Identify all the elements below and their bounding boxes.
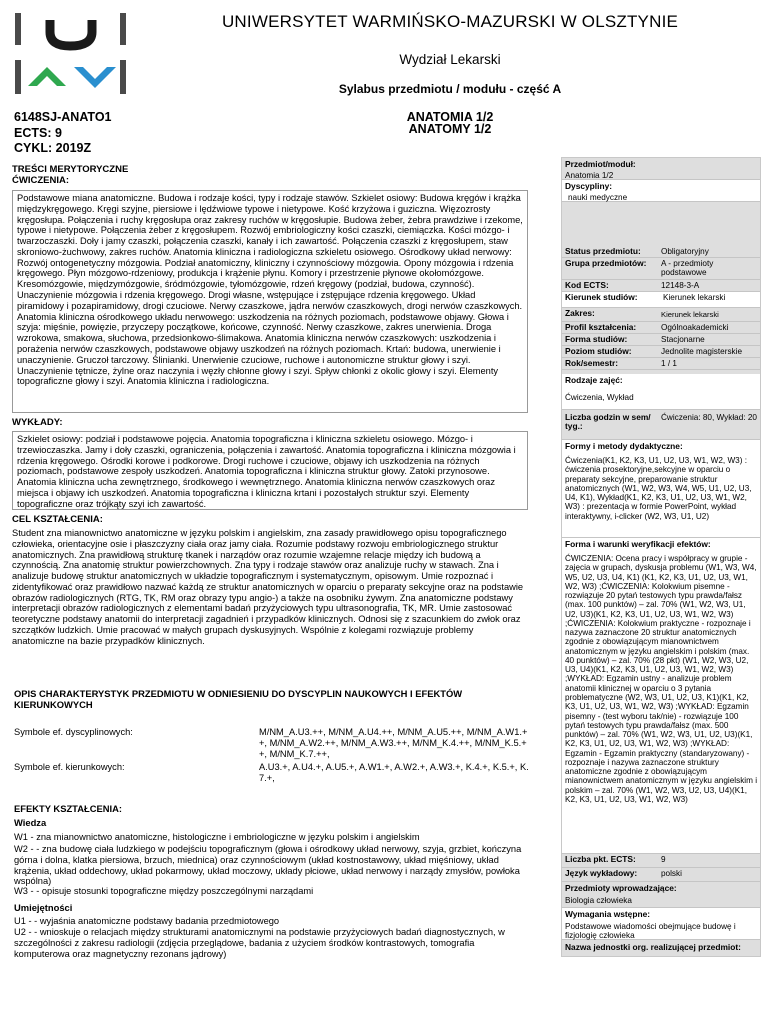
unit-label: Nazwa jednostki org. realizującej przedmiot: [565,942,741,952]
language-label: Język wykładowy: [565,868,638,878]
unit-block [562,940,760,956]
prereq-value: Podstawowe wiadomości obejmujące budowę i fizjologię człowieka [565,922,736,941]
opis-heading: OPIS CHARAKTERYSTYK PRZEDMIOTU W ODNIESIENIU DO DYSCYPLIN NAUKOWYCH I EFEKTÓW KIERUNKOWYCH [14,688,463,711]
hours-value: Ćwiczenia: 80, Wykład: 20 [661,413,757,422]
disciplines-block [562,180,760,202]
course-ects: ECTS: 9 [14,126,62,140]
profile-value: Ogólnoakademicki [661,323,729,332]
effect-w2: W2 - - zna budowę ciała ludzkiego w podejściu topograficznym (głowa i ośrodkowy układ nerwowy, szyja, grzbiet, kończyna górna i dolna, klatka piersiowa, brzuch, miednica) oraz czynnościowym (układ kostnostawowy, układ mięśniowy, układ krążenia, układ oddechowy, układ pokarmowy, układ moczowy, układy płciowe, układ nerwowy i narządy zmysłów, powłoka wspólna) [14,844,522,887]
level-label: Poziom studiów: [565,346,632,356]
exercises-text: Podstawowe miana anatomiczne. Budowa i rodzaje kości, typy i rodzaje stawów. Szkielet osiowy: Budowa kręgów i krążka międzykręgowego. Kręgi szyjne, piersiowe i lędźwiowe typowe i nietypowe. Kość krzyżowa i guziczna. Więzozrosty kręgosłupa. Połączenia i ruchy kręgosłupa oraz zakresy ruchów w kręgosłupie. Budowa żeber, żebra prawdziwe i rzekome, typowe i nietypowe. Połączenia żeber z kręgosłupem. Rozwój embriologiczny kości czaszki, ciemiączka. Kości mózgo- i twarzoczaszki. Doły i jamy czaszki, połączenia czaszki, kanały i ich zawartość. Połączenia czaszki z kręgosłupem, staw skroniowo-żuchwowy, zakres ruchów. Anatomia kliniczna i radiologiczna szkieletu osiowego. Ośrodkowy układ nerwowy: Rozwój ontogenetyczny mózgowia. Podział anatomiczny, kliniczny i czynnościowy mózgowia. Opony mózgowia i rdzenia kręgowego. Płyn mózgowo-rdzeniowy, produkcja i krążenie płynu. Komory i przestrzenie płynowe okołomózgowe. Kresomózgowie, międzymózgowie, śródmózgowie, tyłomózgowie, rdzeń kręgowy (podział, budowa, czynność). Unaczynienie mózgowia i rdzenia kręgowego. Drogi własne, wstępujące i zstępujące rdzenia kręgowego. Układ piramidowy i pozapiramidowy, drogi czuciowe. Nerwy czaszkowe, jądra nerwów czaszkowych, drogi nerwów czaszkowych. Anatomia kliniczna ośrodkowego układu nerwowego: uszkodzenia na różnych poziomach, podstawowe objawy. Głowa i szyja: mięśnie, powięzie, przyczepy początkowe, końcowe, czynność. Nerwy czaszkowe, zakres unerwienia. Droga wzrokowa, smakowa, słuchowa, przedsionkowo-ślimakowa. Anatomia kliniczna nerwów czaszkowych: uszkodzenia i porażenia nerwów czaszkowych, podstawowe objawy uszkodzeń na różnych poziomach. Krtań: budowa, unerwienie i unaczynienie. Gruczoł tarczowy. Ślinianki. Unerwienie czuciowe, ruchowe i autonomiczne struktur głowy i szyi. Unaczynienie tętnicze, żylne oraz naczynia i węzły chłonne głowy i szyi. Spływ chłonki z okolic głowy i szyi. Elementy topograficzne głowy i szyi. Anatomia kliniczna i radiologiczna. [12,190,528,413]
intro-block [562,882,760,908]
verification-label: Forma i warunki weryfikacji efektów: [565,539,711,549]
classes-block [562,374,760,410]
prereq-label: Wymagania wstępne: [565,909,651,919]
language-row [562,868,760,882]
direction-row [562,292,760,308]
logo-bar-left-low [15,60,21,94]
logo-bar-left [15,13,21,45]
logo-green-chevron [28,67,66,86]
course-info-panel [561,157,761,957]
content-heading: TREŚCI MERYTORYCZNE [12,164,129,175]
effect-w1: W1 - zna mianownictwo anatomiczne, histologiczne i embriologiczne w języku polskim i angielskim [14,832,420,842]
group-label: Grupa przedmiotów: [565,258,647,268]
classes-label: Rodzaje zajęć: [565,375,623,385]
direction-label: Kierunek studiów: [565,292,638,302]
hours-label: Liczba godzin w sem/ tyg.: [565,412,651,432]
subject-value: Anatomia 1/2 [565,171,614,180]
skills-heading: Umiejętności [14,902,73,913]
form-label: Forma studiów: [565,334,628,344]
year-row [562,358,760,370]
ects-code-row [562,280,760,292]
effect-w3: W3 - - opisuje stosunki topograficzne między poszczególnymi narządami [14,886,314,896]
status-label: Status przedmiotu: [565,246,641,256]
lectures-heading: WYKŁADY: [12,417,63,428]
logo-arc [50,20,92,46]
ects-points-value: 9 [661,855,666,864]
hours-block [562,410,760,440]
scope-row [562,308,760,322]
effects-heading: EFEKTY KSZTAŁCENIA: [14,803,122,814]
intro-label: Przedmioty wprowadzające: [565,883,677,893]
ects-code-label: Kod ECTS: [565,280,609,290]
language-value: polski [661,869,682,878]
subject-block [562,158,760,180]
scope-label: Zakres: [565,308,595,318]
level-row [562,346,760,358]
knowledge-heading: Wiedza [14,817,47,828]
methods-block [562,440,760,538]
disc-symbols-label: Symbole ef. dyscyplinowych: [14,727,133,737]
syllabus-title: Sylabus przedmiotu / modułu - część A [338,82,562,96]
logo-blue-chevron [74,67,116,88]
dir-symbols-value: A.U3.+, A.U4.+, A.U5.+, A.W1.+, A.W2.+, A.W3.+, K.4.+, K.5.+, K. 7.+, [259,762,529,783]
course-title-en: ANATOMY 1/2 [408,122,492,136]
ects-points-row [562,854,760,868]
logo-bar-right-low [120,60,126,94]
dir-symbols-label: Symbole ef. kierunkowych: [14,762,125,772]
status-row [562,246,760,258]
direction-value: Kierunek lekarski [663,293,726,302]
profile-label: Profil kształcenia: [565,322,637,332]
faculty-name: Wydział Lekarski [399,52,501,67]
prereq-block [562,908,760,940]
effect-u1: U1 - - wyjaśnia anatomiczne podstawy badania przedmiotowego [14,916,280,926]
level-value: Jednolite magisterskie [661,347,743,356]
ects-code-value: 12148-3-A [661,281,700,290]
disciplines-value: nauki medyczne [568,193,628,202]
course-code: 6148SJ-ANATO1 [14,110,112,124]
lectures-text: Szkielet osiowy: podział i podstawowe pojęcia. Anatomia topograficzna i kliniczna szkieletu osiowego. Mózgo- i trzewioczaszka. Jamy i doły czaszki, ograniczenia, połączenia i zawartość. Anatomia topograficzna i kliniczna mózgowia i rdzenia kręgowego. Ośrodki korowe i podkorowe. Drogi ruchowe i czuciowe, objawy ich uszkodzenia na różnych poziomach, podstawowe zespoły uszkodzeń. Anatomia topograficzna i kliniczna struktur głowy. Zatoki przynosowe. Anatomia kliniczna ucha zewnętrznego, środkowego i wewnętrznego. Anatomia kliniczna nerwów czaszkowych oraz miejsca i objawy ich uszkodzeń. Anatomia topograficzna i kliniczna krtani i pozostałych struktur szyi. Elementy topograficzne oraz trójkąty szyi ich zawartość. [12,431,528,510]
spacer [562,202,760,246]
exercises-heading: ĆWICZENIA: [12,175,69,186]
status-value: Obligatoryjny [661,247,709,256]
form-row [562,334,760,346]
goal-heading: CEL KSZTAŁCENIA: [12,514,103,525]
disciplines-label: Dyscypliny: [565,181,613,191]
effect-u2: U2 - - wnioskuje o relacjach między strukturami anatomicznymi na podstawie przyżyciowych badań diagnostycznych, w szczególności z zakresu radiologii (zdjęcia przeglądowe, badania z użyciem środków kontrastowych, tomografia komputerowa oraz magnetyczny rezonans jądrowy) [14,927,505,959]
methods-label: Formy i metody dydaktyczne: [565,441,683,451]
disc-symbols-value: M/NM_A.U3.++, M/NM_A.U4.++, M/NM_A.U5.++, M/NM_A.W1.+ +, M/NM_A.W2.++, M/NM_A.W3.++, M/NM_K.4.++, M/NM_K.5.+ +, M/NM_K.7.++, [259,727,528,759]
year-label: Rok/semestr: [565,358,619,368]
logo-bar-right [120,13,126,45]
group-value: A - przedmioty podstawowe [661,259,714,278]
year-value: 1 / 1 [661,359,677,368]
scope-value: Kierunek lekarski [661,310,719,319]
classes-value: Ćwiczenia, Wykład [565,393,634,402]
form-value: Stacjonarne [661,335,705,344]
methods-value: Ćwiczenia(K1, K2, K3, U1, U2, U3, W1, W2, W3) : ćwiczenia prosektoryjne,sekcyjne w oparciu o preparaty sekcyjne, preparowanie struktur anatomicznych (W1, W2, W3, W4, W5, U1, U2, U3, U4, K1), Wykład(K1, K2, K3, U1, U2, U3, W1, W2, W3) : prezentacja w formie PowerPoint, wykład interaktywny, i-clicker (W2, W3, U1, U2) [565,456,752,521]
university-name: UNIWERSYTET WARMIŃSKO-MAZURSKI W OLSZTYNIE [221,12,679,31]
group-row [562,258,760,280]
ects-points-label: Liczba pkt. ECTS: [565,854,636,864]
verification-value: ĆWICZENIA: Ocena pracy i współpracy w grupie - zajęcia w grupach, dyskusja problemu (W1, W3, W4, W5, U2, U3, U4, K1) (K1, K2, K3, U1, U2, U3, W1, W2, W3) ;ĆWICZENIA: Kolokwium pisemne - rozwiązuje 20 pytań testowych typu prawda/fałsz (max. 100 punktów) – zal. 70% (W1, W2, W3, U1, U2, U3)(K1, K2, K3, U1, U2, U3, W1, W2, W3) ;ĆWICZENIA: Kolokwium praktyczne - rozpoznaje i nazywa zaznaczone 20 struktur anatomicznych zgodnie z obowiązującym mianownictwem anatomicznym w języku angielskim i polskim (max. 40 punktów) – zal. 70% (28 pkt) (W1, W2, W3, U2, U3, U4)(K1, K2, K3, U1, U2, U3, W1, W2, W3) ;WYKŁAD: Egzamin ustny - analizuje problem anatomii klinicznej w oparciu o 3 pytania problematyczne (W2, W3, U1, U2, U3, K1)(K1, K2, K3, U1, U2, U3, W1, W2, W3) ;WYKŁAD: Egzamin pisemny - (test wyboru tak/nie) - rozwiązuje 100 pytań testowych typu prawda/fałsz (max. 500 punktów) – zal. 70% (W1, W2, W3, U1, U2, U3)(K1, K2, K3, U1, U2, U3, W1, W2, W3) ;WYKŁAD: Egzamin - Egzamin praktyczny (standaryzowany) - rozpoznaje i nazywa zaznaczone struktury anatomiczne zgodnie z obowiązującym mianownictwem anatomicznym w języku angielskim i polskim – zal. 70% (W1, W2, W3, U2, U3, U4)(K1, K2, K3, U1, U2, U3, W1, W2, W3) [565,554,758,804]
subject-label: Przedmiot/moduł: [565,159,636,169]
profile-row [562,322,760,334]
course-title-pl: ANATOMIA 1/2 [406,110,494,124]
goal-text: Student zna mianownictwo anatomiczne w języku polskim i angielskim, zna zasady prawidłowego opisu topograficznego człowieka, orientacyjne osie i płaszczyzny ciała oraz jamy ciała. Rozumie podstawy rozwoju embriologicznego struktur anatomicznych. Zna prawidłową strukturę tkanek i narządów oraz rozumie wzajemne relacje między ich budową a czynnością. Zna anatomię struktur powierzchownych. Zna typy i rodzaje stawów oraz analizuje ruchy w stawach. Zna i analizuje budowę struktur anatomicznych w układzie topograficznym i systematycznym, opisowym. Umie rozpoznać i zidentyfikować oraz prawidłowo nazwać każdą ze struktur anatomicznych w oparciu o preparaty sekcyjne oraz na podstawie obrazów radiologicznych (RTG, TK, RM oraz obrazy typu angio-) a także na osobniku żywym. Zna anatomiczne podstawy interpretacji obrazów radiologicznych z elementami badań przyżyciowych typu ultrasonografia, TK, MR. Umie zastosować teoretyczne podstawy anatomii do interpretacji zagadnień i przypadków klinicznych. Odnosi się z szacunkiem do zwłok oraz szczątków ludzkich. Umie pracować w małych grupach dyskusyjnych. Wspólnie z kolegami rozwiązuje problemy anatomiczne na bazie przypadków klinicznych. [12,528,524,646]
verification-block [562,538,760,854]
intro-value: Biologia człowieka [565,896,632,905]
course-cycle: CYKL: 2019Z [14,141,92,155]
university-logo [10,10,135,98]
